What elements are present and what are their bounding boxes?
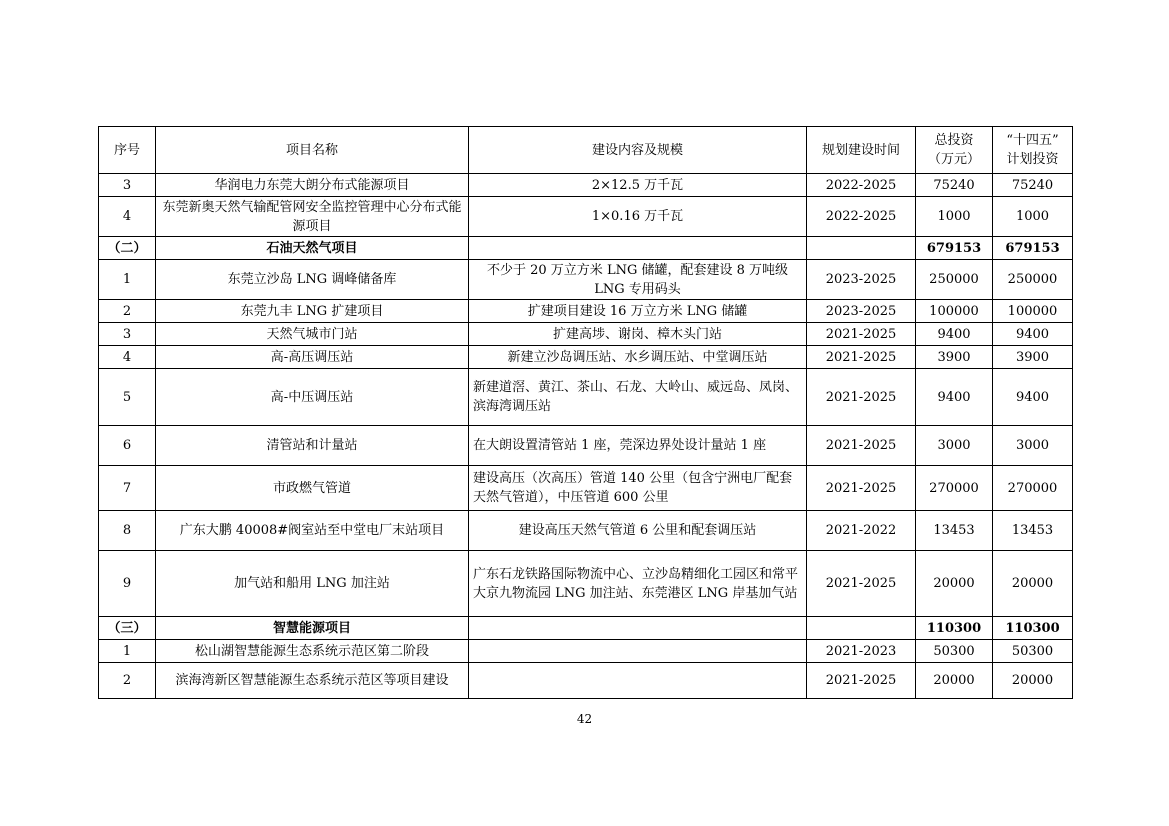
cell-plan-investment: 75240 [993,174,1073,197]
cell-time: 2021-2025 [807,426,916,466]
cell-content: 扩建项目建设 16 万立方米 LNG 储罐 [469,300,807,323]
cell-content [469,617,807,640]
header-name: 项目名称 [156,127,469,174]
header-plan-investment: “十四五” 计划投资 [993,127,1073,174]
cell-content: 1×0.16 万千瓦 [469,197,807,237]
cell-seq: 2 [99,663,156,699]
cell-total-investment: 13453 [916,511,993,551]
cell-plan-investment: 20000 [993,663,1073,699]
cell-total-investment: 100000 [916,300,993,323]
cell-plan-investment: 270000 [993,466,1073,511]
cell-name: 东莞立沙岛 LNG 调峰储备库 [156,260,469,300]
cell-name: 华润电力东莞大朗分布式能源项目 [156,174,469,197]
cell-name: 高-高压调压站 [156,346,469,369]
cell-name: 市政燃气管道 [156,466,469,511]
cell-time [807,237,916,260]
cell-content: 建设高压（次高压）管道 140 公里（包含宁洲电厂配套天然气管道），中压管道 600 公里 [469,466,807,511]
table-row [99,197,1073,237]
cell-time: 2022-2025 [807,174,916,197]
cell-plan-investment: 20000 [993,551,1073,617]
cell-time: 2021-2025 [807,551,916,617]
cell-total-investment: 1000 [916,197,993,237]
cell-plan-investment: 9400 [993,369,1073,426]
cell-plan-investment: 13453 [993,511,1073,551]
header-total-investment: 总投资 （万元） [916,127,993,174]
cell-content: 不少于 20 万立方米 LNG 储罐，配套建设 8 万吨级 LNG 专用码头 [469,260,807,300]
cell-time: 2021-2025 [807,466,916,511]
cell-total-investment: 9400 [916,369,993,426]
cell-name: 清管站和计量站 [156,426,469,466]
table-row [99,300,1073,323]
cell-seq: 2 [99,300,156,323]
cell-name: 智慧能源项目 [156,617,469,640]
cell-total-investment: 679153 [916,237,993,260]
cell-seq: 5 [99,369,156,426]
cell-seq: 4 [99,197,156,237]
cell-seq: 3 [99,323,156,346]
cell-content [469,640,807,663]
cell-time: 2021-2025 [807,663,916,699]
cell-time [807,617,916,640]
cell-plan-investment: 100000 [993,300,1073,323]
cell-plan-investment: 50300 [993,640,1073,663]
section-row [99,237,1073,260]
cell-time: 2022-2025 [807,197,916,237]
cell-seq: 9 [99,551,156,617]
cell-seq: 1 [99,640,156,663]
table-row [99,323,1073,346]
cell-time: 2023-2025 [807,260,916,300]
cell-plan-investment: 679153 [993,237,1073,260]
header-time: 规划建设时间 [807,127,916,174]
cell-plan-investment: 9400 [993,323,1073,346]
cell-total-investment: 110300 [916,617,993,640]
page-number: 42 [576,712,593,726]
table-row [99,551,1073,617]
cell-name: 天然气城市门站 [156,323,469,346]
project-table [98,126,1073,699]
section-row [99,617,1073,640]
cell-total-investment: 20000 [916,551,993,617]
cell-name: 广东大鹏 40008#阀室站至中堂电厂末站项目 [156,511,469,551]
cell-total-investment: 75240 [916,174,993,197]
cell-content: 建设高压天然气管道 6 公里和配套调压站 [469,511,807,551]
table-header-row [99,127,1073,174]
table-row [99,260,1073,300]
cell-plan-investment: 3000 [993,426,1073,466]
cell-seq: 6 [99,426,156,466]
table-row [99,511,1073,551]
cell-total-investment: 250000 [916,260,993,300]
table-row [99,346,1073,369]
cell-content: 广东石龙铁路国际物流中心、立沙岛精细化工园区和常平大京九物流园 LNG 加注站、东莞港区 LNG 岸基加气站 [469,551,807,617]
cell-content: 在大朗设置清管站 1 座，莞深边界处设计量站 1 座 [469,426,807,466]
cell-seq: 4 [99,346,156,369]
cell-content: 新建立沙岛调压站、水乡调压站、中堂调压站 [469,346,807,369]
cell-content: 2×12.5 万千瓦 [469,174,807,197]
cell-name: 石油天然气项目 [156,237,469,260]
header-seq: 序号 [99,127,156,174]
cell-name: 东莞九丰 LNG 扩建项目 [156,300,469,323]
cell-plan-investment: 250000 [993,260,1073,300]
cell-total-investment: 270000 [916,466,993,511]
cell-total-investment: 20000 [916,663,993,699]
cell-content [469,237,807,260]
cell-name: 高-中压调压站 [156,369,469,426]
cell-total-investment: 3000 [916,426,993,466]
cell-seq: 3 [99,174,156,197]
table-row [99,466,1073,511]
cell-seq: （三） [99,617,156,640]
cell-plan-investment: 1000 [993,197,1073,237]
cell-name: 松山湖智慧能源生态系统示范区第二阶段 [156,640,469,663]
cell-seq: 1 [99,260,156,300]
cell-time: 2023-2025 [807,300,916,323]
table-row [99,426,1073,466]
cell-time: 2021-2022 [807,511,916,551]
cell-plan-investment: 3900 [993,346,1073,369]
cell-total-investment: 9400 [916,323,993,346]
cell-time: 2021-2025 [807,369,916,426]
table-row [99,640,1073,663]
cell-content: 新建道滘、黄江、茶山、石龙、大岭山、威远岛、凤岗、滨海湾调压站 [469,369,807,426]
table-row [99,174,1073,197]
cell-name: 加气站和船用 LNG 加注站 [156,551,469,617]
cell-name: 滨海湾新区智慧能源生态系统示范区等项目建设 [156,663,469,699]
header-content: 建设内容及规模 [469,127,807,174]
cell-total-investment: 50300 [916,640,993,663]
cell-time: 2021-2023 [807,640,916,663]
cell-name: 东莞新奥天然气输配管网安全监控管理中心分布式能源项目 [156,197,469,237]
cell-time: 2021-2025 [807,346,916,369]
cell-seq: 7 [99,466,156,511]
cell-seq: （二） [99,237,156,260]
cell-content: 扩建高埗、谢岗、樟木头门站 [469,323,807,346]
cell-plan-investment: 110300 [993,617,1073,640]
cell-total-investment: 3900 [916,346,993,369]
cell-seq: 8 [99,511,156,551]
cell-time: 2021-2025 [807,323,916,346]
table-row [99,663,1073,699]
cell-content [469,663,807,699]
table-row [99,369,1073,426]
